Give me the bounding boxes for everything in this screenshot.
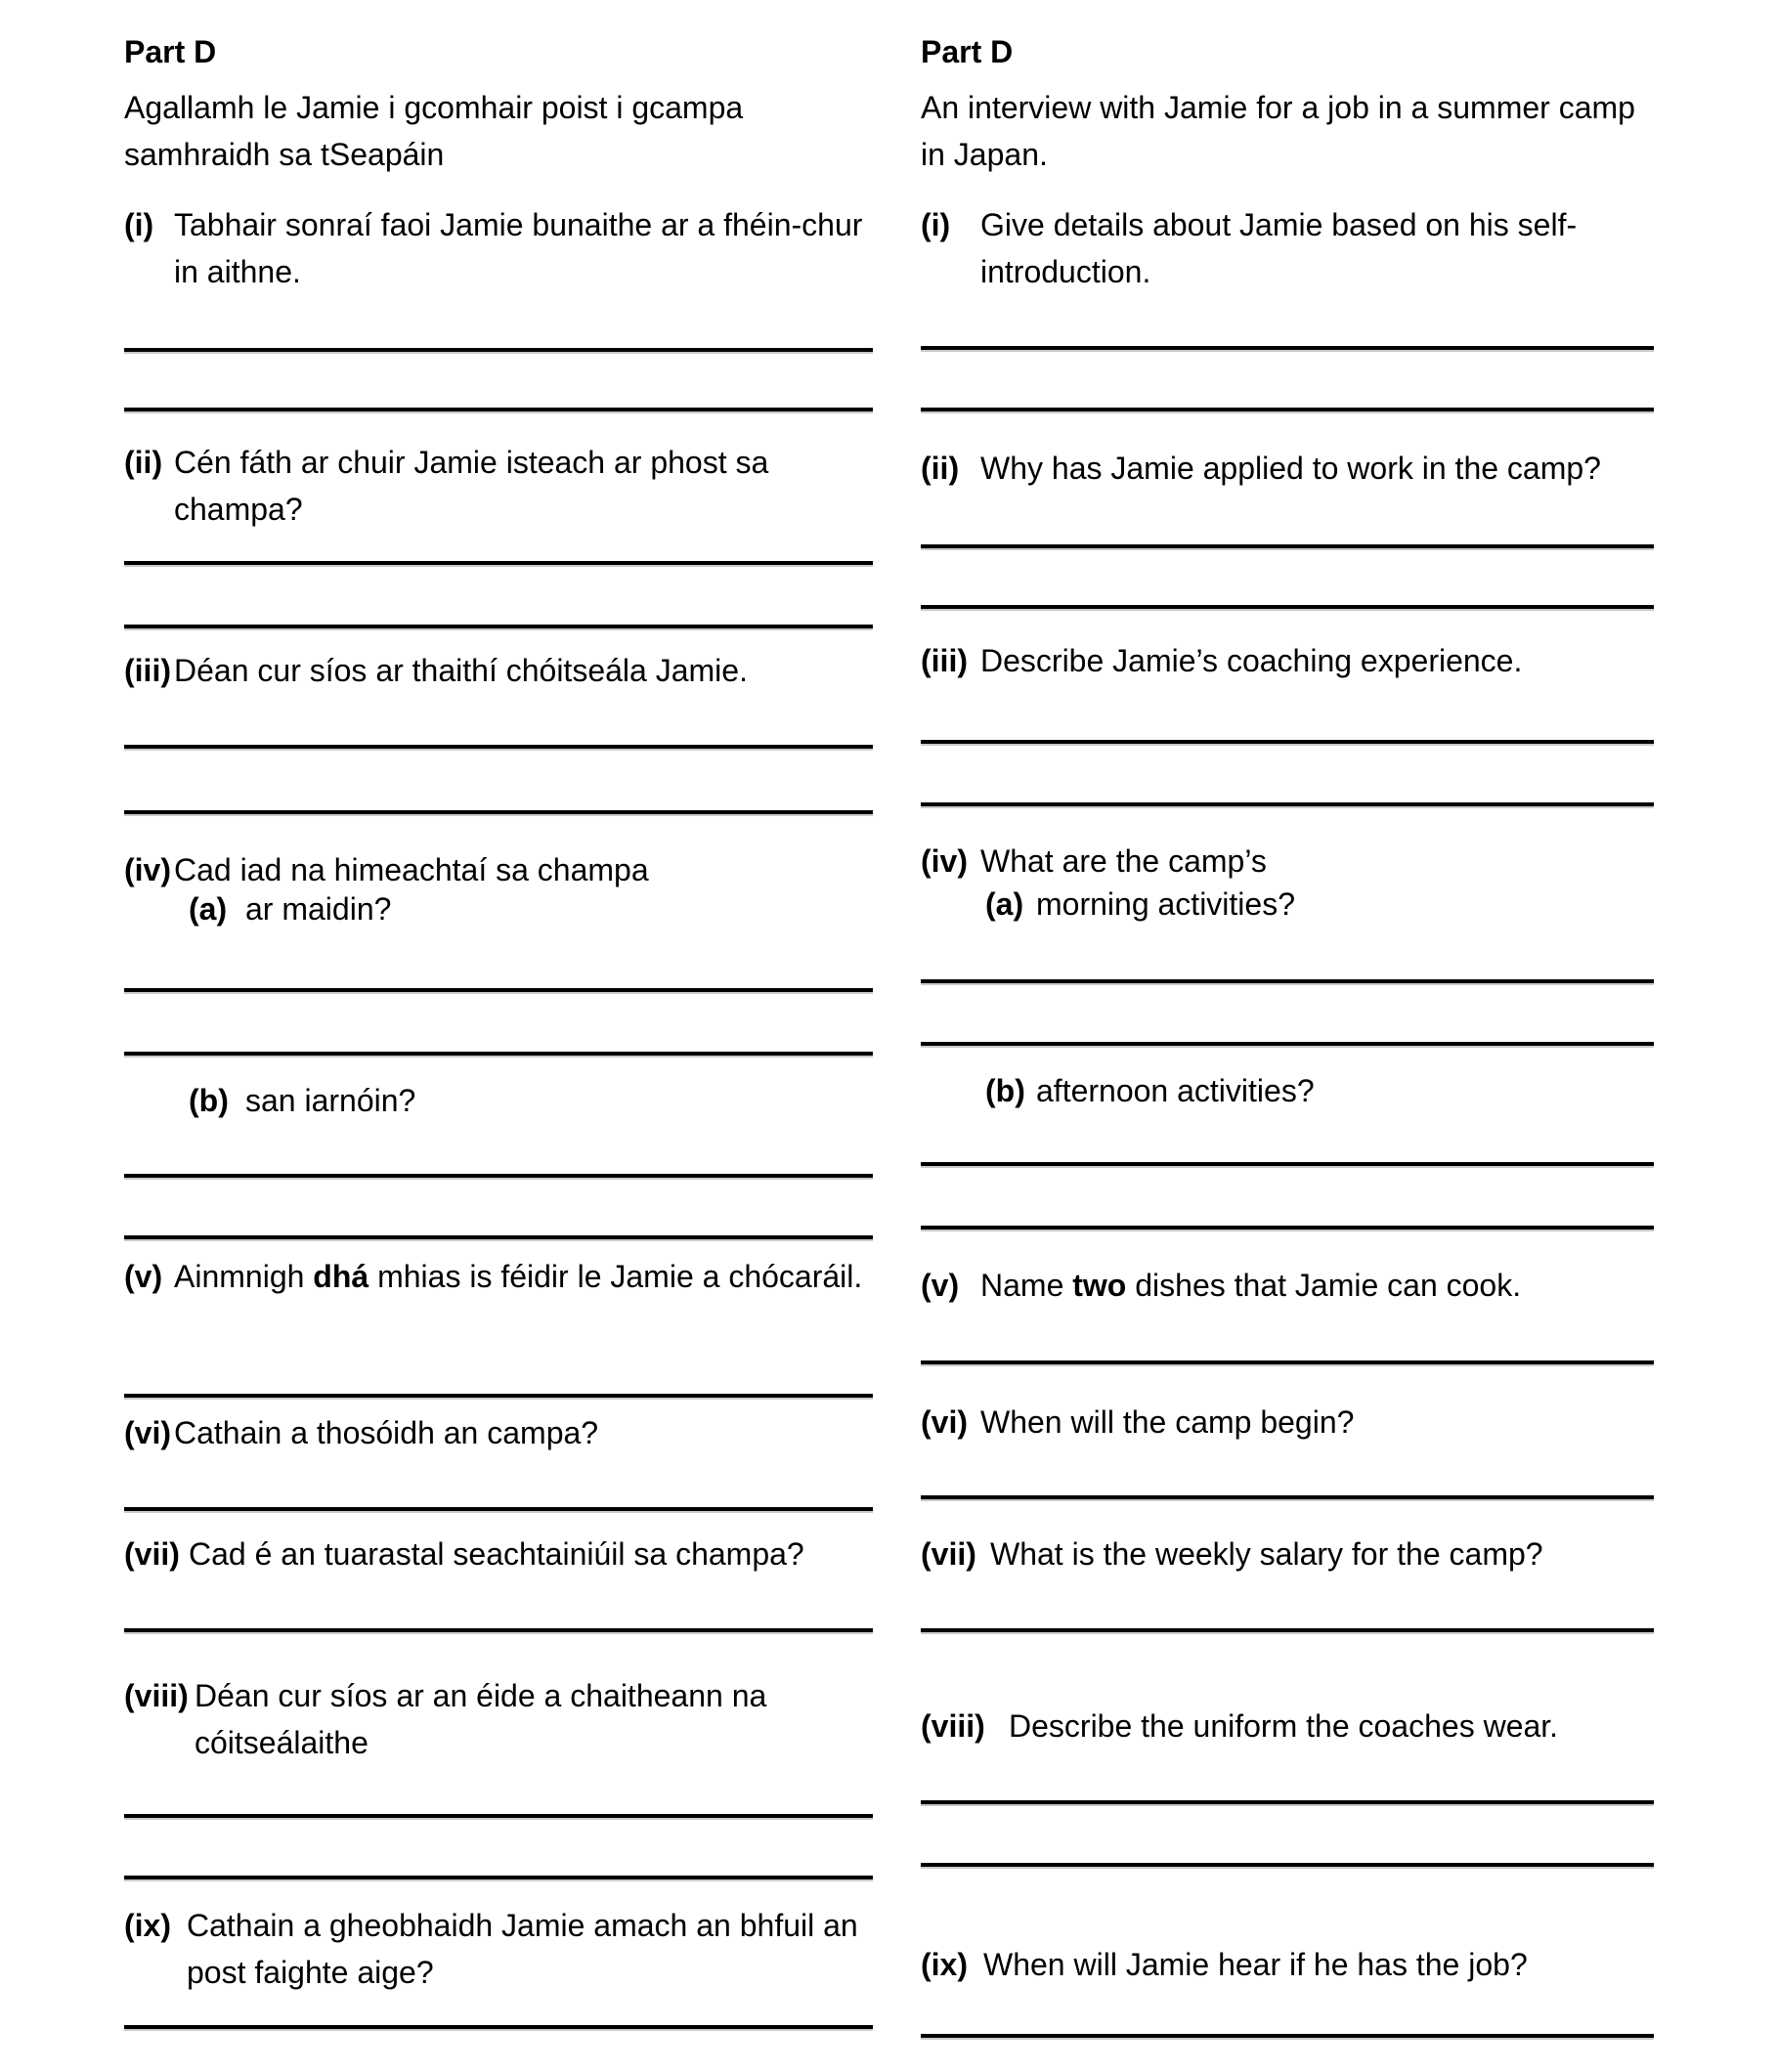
answer-line[interactable] <box>921 979 1654 983</box>
answer-line[interactable] <box>124 1814 873 1818</box>
question-number: (iv) <box>124 852 171 887</box>
section-intro: An interview with Jamie for a job in a summer camp in Japan. <box>921 90 1635 172</box>
question-v-irish <box>124 1253 873 1300</box>
answer-line[interactable] <box>921 1495 1654 1499</box>
question-iv-b-english <box>921 1067 1654 1114</box>
answer-line[interactable] <box>124 2025 873 2029</box>
answer-line[interactable] <box>124 1235 873 1239</box>
answer-line[interactable] <box>921 1360 1654 1364</box>
question-number: (ix) <box>921 1947 968 1982</box>
question-letter: (a) <box>985 886 1024 922</box>
question-text: Tabhair sonraí faoi Jamie bunaithe ar a fhéin-chur in aithne. <box>174 207 863 289</box>
question-i-english <box>921 201 1654 295</box>
question-number: (viii) <box>921 1708 985 1744</box>
question-text: Cad iad na himeachtaí sa champa <box>174 852 649 887</box>
question-number: (iii) <box>921 643 968 678</box>
answer-line[interactable] <box>921 1800 1654 1804</box>
question-number: (viii) <box>124 1678 189 1713</box>
question-text: Describe Jamie’s coaching experience. <box>980 643 1523 678</box>
question-ii-english <box>921 445 1654 492</box>
answer-line[interactable] <box>921 1628 1654 1632</box>
question-number: (iii) <box>124 653 171 688</box>
question-text: When will the camp begin? <box>980 1404 1355 1440</box>
question-text: Cén fáth ar chuir Jamie isteach ar phost sa champa? <box>174 445 769 527</box>
question-text-segment: dishes that Jamie can cook. <box>1126 1268 1522 1303</box>
question-letter: (a) <box>189 891 228 927</box>
answer-line[interactable] <box>124 1174 873 1178</box>
question-text: ar maidin? <box>245 891 392 927</box>
question-vi-english <box>921 1399 1654 1446</box>
question-viii-irish <box>124 1672 873 1766</box>
answer-line[interactable] <box>921 408 1654 411</box>
question-ix-english <box>921 1941 1654 1988</box>
question-number: (vii) <box>124 1536 180 1572</box>
question-number: (vi) <box>124 1415 171 1450</box>
question-text: What are the camp’s <box>980 843 1267 879</box>
question-text: What is the weekly salary for the camp? <box>990 1536 1543 1572</box>
answer-line[interactable] <box>921 2034 1654 2038</box>
answer-line[interactable] <box>921 740 1654 744</box>
answer-line[interactable] <box>124 1394 873 1398</box>
question-text: morning activities? <box>1036 886 1295 922</box>
answer-line[interactable] <box>124 1052 873 1056</box>
question-text <box>174 1259 862 1294</box>
answer-line[interactable] <box>921 1863 1654 1867</box>
answer-line[interactable] <box>921 802 1654 806</box>
section-heading: Part D <box>921 34 1014 69</box>
question-iv-a-irish <box>124 885 873 932</box>
question-number: (vi) <box>921 1404 968 1440</box>
question-i-irish <box>124 201 873 295</box>
answer-line[interactable] <box>124 1876 873 1879</box>
question-number: (i) <box>124 207 154 242</box>
question-vii-english <box>921 1531 1654 1577</box>
answer-line[interactable] <box>921 1042 1654 1046</box>
question-number: (vii) <box>921 1536 976 1572</box>
question-text <box>980 1268 1521 1303</box>
question-iii-irish <box>124 647 873 694</box>
question-vi-irish <box>124 1409 873 1456</box>
question-number: (v) <box>921 1268 960 1303</box>
question-vii-irish <box>124 1531 873 1577</box>
question-text: Give details about Jamie based on his self-introduction. <box>980 207 1578 289</box>
question-text: Déan cur síos ar an éide a chaitheann na cóitseálaithe <box>195 1678 767 1760</box>
question-ii-irish <box>124 439 873 533</box>
answer-line[interactable] <box>921 1226 1654 1230</box>
question-text: Describe the uniform the coaches wear. <box>1009 1708 1559 1744</box>
section-heading: Part D <box>124 34 217 69</box>
question-text: afternoon activities? <box>1036 1073 1315 1108</box>
question-number: (iv) <box>921 843 968 879</box>
section-intro: Agallamh le Jamie i gcomhair poist i gcampa samhraidh sa tSeapáin <box>124 90 744 172</box>
english-column <box>921 0 1654 2072</box>
question-text: Déan cur síos ar thaithí chóitseála Jamie. <box>174 653 748 688</box>
answer-line[interactable] <box>921 605 1654 609</box>
answer-line[interactable] <box>124 625 873 628</box>
question-viii-english <box>921 1703 1654 1749</box>
question-text-segment: mhias is féidir le Jamie a chócaráil. <box>368 1259 863 1294</box>
question-number: (v) <box>124 1259 163 1294</box>
answer-line[interactable] <box>921 544 1654 548</box>
irish-column <box>124 0 873 2072</box>
answer-line[interactable] <box>124 561 873 565</box>
answer-line[interactable] <box>124 348 873 352</box>
question-text: Cad é an tuarastal seachtainiúil sa champa? <box>189 1536 804 1572</box>
question-text-segment: Ainmnigh <box>174 1259 314 1294</box>
question-text: Why has Jamie applied to work in the camp? <box>980 451 1601 486</box>
question-text: san iarnóin? <box>245 1083 416 1118</box>
question-text: Cathain a gheobhaidh Jamie amach an bhfuil an post faighte aige? <box>187 1908 858 1990</box>
answer-line[interactable] <box>921 1162 1654 1166</box>
answer-line[interactable] <box>124 745 873 749</box>
question-v-english <box>921 1262 1654 1309</box>
question-number: (ii) <box>124 445 163 480</box>
answer-line[interactable] <box>124 1628 873 1632</box>
question-iv-english <box>921 838 1654 885</box>
question-text: Cathain a thosóidh an campa? <box>174 1415 599 1450</box>
question-iv-a-english <box>921 881 1654 928</box>
question-ix-irish <box>124 1902 873 1996</box>
answer-line[interactable] <box>921 346 1654 350</box>
answer-line[interactable] <box>124 1507 873 1511</box>
question-letter: (b) <box>189 1083 229 1118</box>
question-iii-english <box>921 637 1654 684</box>
question-text: When will Jamie hear if he has the job? <box>983 1947 1528 1982</box>
question-number: (ii) <box>921 451 960 486</box>
question-number: (ix) <box>124 1908 171 1943</box>
question-text-segment: Name <box>980 1268 1073 1303</box>
question-letter: (b) <box>985 1073 1025 1108</box>
question-number: (i) <box>921 207 951 242</box>
answer-line[interactable] <box>124 988 873 992</box>
question-iv-b-irish <box>124 1077 873 1124</box>
answer-line[interactable] <box>124 810 873 814</box>
question-text-segment-bold: two <box>1072 1268 1127 1303</box>
question-text-segment-bold: dhá <box>313 1259 369 1294</box>
answer-line[interactable] <box>124 408 873 411</box>
